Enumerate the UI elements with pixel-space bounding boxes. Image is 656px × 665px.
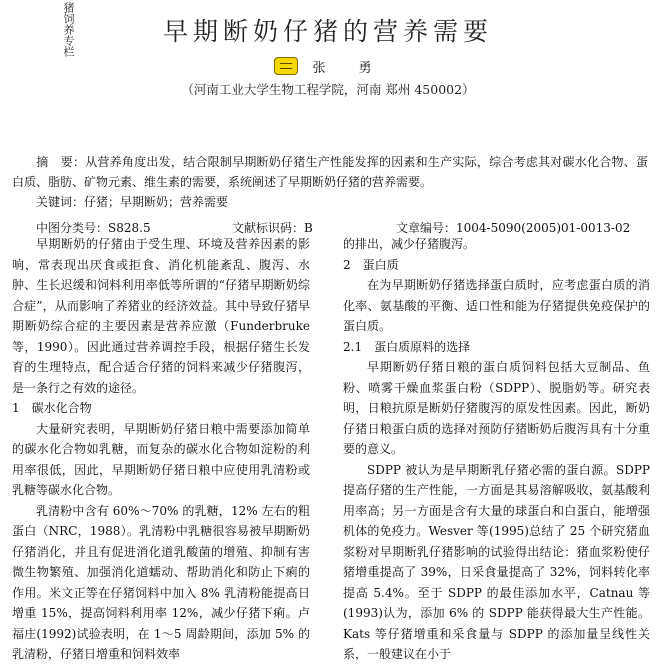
paragraph: 早期断奶的仔猪由于受生理、环境及营养因素的影响，常表现出厌食或拒食、消化机能紊乱、腹泻、水肿、生长迟缓和饲料利用率低等所谓的“仔猪早期断奶综合症”，从而影响了养猪业的经济效益。其中导致仔猪早期断奶综合症的主要因素是营养应激（Funderbruke 等，1990）。因此通过营养调控手段，根据仔猪生长发育的生理特点，配合适合仔猪的饲料来减少仔猪腹泻，是一条行之有效的途径。 — [12, 237, 310, 395]
paragraph: 乳清粉中含有 60%～70% 的乳糖，12% 左右的粗蛋白（NRC，1988）。乳清粉中乳糖很容易被早期断奶仔猪消化，并且有促进消化道乳酸菌的增殖、抑制有害微生物繁殖、加强消化道蠕动、帮助消化和防止下痢的作用。米文正等在仔猪饲料中加入 8% 乳清粉能提高日增重 15%，提高饲料利用率 12%，减少仔猪下痢。卢福庄(1992)试验表明，在 1～5 周龄期间，添加 5% 的乳清粉，仔猪日增重和饲料效率 — [12, 503, 310, 661]
affiliation: （河南工业大学生物工程学院，河南 郑州 450002） — [181, 82, 475, 97]
clc-number: 中图分类号：S828.5 — [36, 221, 151, 235]
note-icon — [274, 57, 298, 75]
abstract-text: 从营养角度出发，结合限制早期断奶仔猪生产性能发挥的因素和生产实际，综合考虑其对碳水化合物、蛋白质、脂肪、矿物元素、维生素的需要，系统阐述了早期断奶仔猪的营养需要。 — [12, 155, 648, 189]
paragraph: 在为早期断奶仔猪选择蛋白质时，应考虑蛋白质的消化率、氨基酸的平衡、适口性和能为仔猪提供免疫保护的蛋白质。 — [343, 278, 650, 333]
author-name: 张 勇 — [312, 60, 382, 76]
subsection-heading: 2.1 蛋白质原料的选择 — [343, 339, 471, 354]
article-title: 早期断奶仔猪的营养需要 — [162, 17, 493, 46]
keywords: 关键词：仔猪；早期断奶；营养需要 — [36, 195, 229, 209]
article-number: 文章编号：1004-5090(2005)01-0013-02 — [396, 221, 631, 235]
document-code: 文献标识码：B — [232, 221, 313, 235]
column-label: 猪饲养专栏 — [62, 2, 75, 57]
author-row — [0, 56, 656, 76]
right-column — [343, 234, 650, 665]
left-column — [12, 234, 310, 665]
paragraph: 早期断奶仔猪日粮的蛋白质饲料包括大豆制品、鱼粉、喷雾干燥血浆蛋白粉（SDPP）、脱脂奶等。研究表明，日粮抗原是断奶仔猪腹泻的原发性因素。因此，断奶仔猪日粮蛋白质的选择对预防仔猪断奶后腹泻具有十分重要的意义。 — [343, 360, 650, 456]
section-heading: 2 蛋白质 — [343, 257, 399, 272]
abstract — [12, 152, 648, 192]
paragraph: 大量研究表明，早期断奶仔猪日粮中需要添加简单的碳水化合物如乳糖，而复杂的碳水化合物如淀粉的利用率很低，因此，早期断奶仔猪日粮中应使用乳清粉或乳糖等碳水化合物。 — [12, 421, 310, 497]
paragraph: 的排出，减少仔猪腹泻。 — [343, 237, 476, 251]
paragraph: SDPP 被认为是早期断乳仔猪必需的蛋白源。SDPP 提高仔猪的生产性能，一方面是其易溶解吸收，氨基酸利用率高；另一方面是含有大量的球蛋白和白蛋白，能增强机体的免疫力。Wesver 等(1995)总结了 25 个研究猪血浆粉对早期断乳仔猪影响的试验得出结论：猪血浆粉使仔猪增重提高了 39%，日采食量提高了 32%，饲料转化率提高 5.4%。至于 SDPP 的最佳添加水平，Catnau 等(1993)认为，添加 6% 的 SDPP 能获得最大生产性能。Kats 等仔猪增重和采食量与 SDPP 的添加量呈线性关系，一般建议在小于 — [343, 462, 650, 661]
abstract-label: 摘 要： — [36, 155, 86, 169]
section-heading: 1 碳水化合物 — [12, 401, 92, 415]
